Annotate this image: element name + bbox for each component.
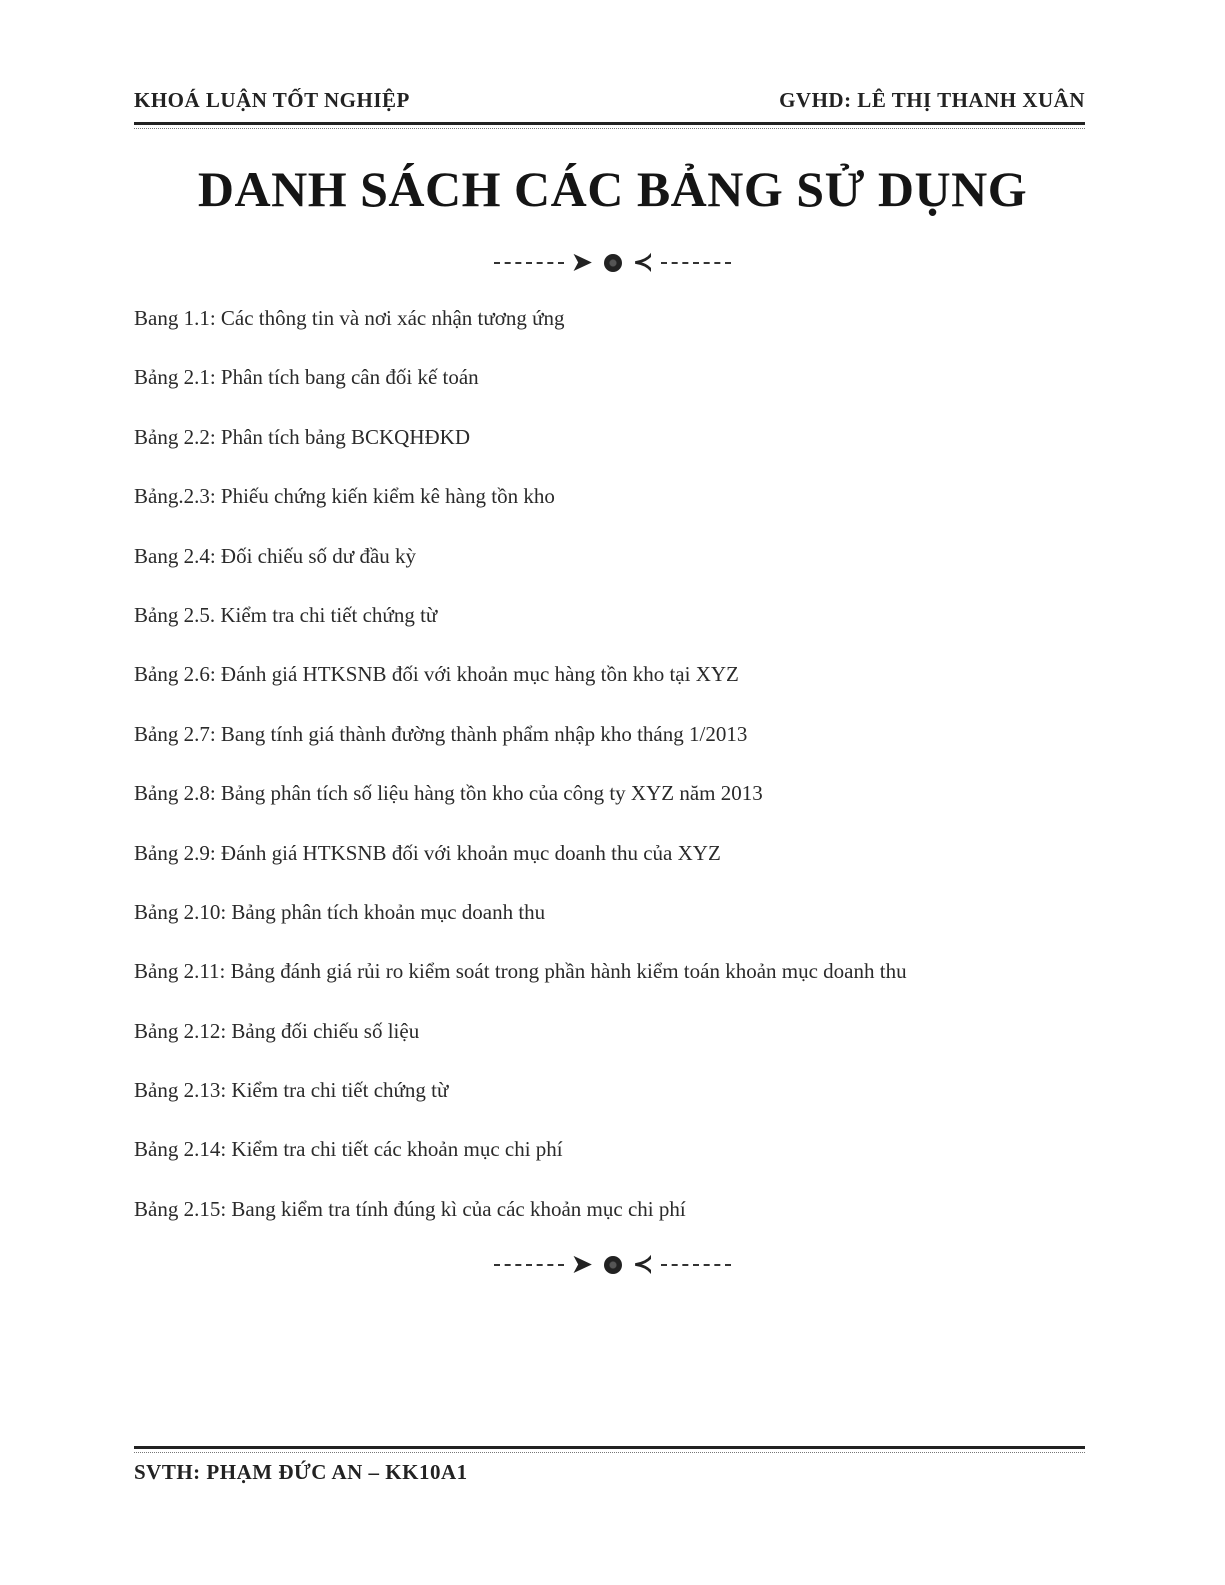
list-item: Bảng 2.14: Kiểm tra chi tiết các khoản mục chi phí: [134, 1137, 563, 1162]
footer-divider: [134, 1446, 1085, 1449]
list-item: Bảng 2.10: Bảng phân tích khoản mục doanh thu: [134, 899, 546, 924]
list-item: Bảng 2.7: Bang tính giá thành đường thành phẩm nhập kho tháng 1/2013: [134, 721, 748, 746]
header-advisor-label: GVHD: LÊ THỊ THANH XUÂN: [779, 88, 1085, 112]
ornament-divider-bottom: [0, 1250, 1225, 1280]
right-arrow-icon: ➤: [571, 250, 592, 277]
ornament-dash-right: [661, 262, 731, 264]
list-item: Bảng 2.2: Phân tích bảng BCKQHĐKD: [134, 424, 470, 449]
left-arrow-icon: ≺: [633, 250, 654, 277]
list-item: Bảng 2.11: Bảng đánh giá rủi ro kiểm soát trong phần hành kiểm toán khoản mục doanh thu: [134, 959, 907, 984]
list-item: Bảng 2.13: Kiểm tra chi tiết chứng từ: [134, 1078, 449, 1103]
list-item: Bảng 2.12: Bảng đối chiếu số liệu: [134, 1018, 420, 1043]
table-list: [134, 303, 1084, 1253]
list-item: Bảng 2.1: Phân tích bang cân đối kế toán: [134, 365, 479, 390]
header-thesis-label: KHOÁ LUẬN TỐT NGHIỆP: [134, 88, 410, 112]
circle-ornament-icon: [604, 1256, 622, 1274]
ornament-divider-top: [0, 248, 1225, 278]
header-divider: [134, 122, 1085, 125]
ornament-dash-right: [661, 1264, 731, 1266]
list-item: Bảng 2.15: Bang kiểm tra tính đúng kì của các khoản mục chi phí: [134, 1196, 686, 1221]
list-item: Bảng 2.6: Đánh giá HTKSNB đối với khoản mục hàng tồn kho tại XYZ: [134, 662, 739, 687]
page-footer-student: SVTH: PHẠM ĐỨC AN – KK10A1: [134, 1460, 468, 1484]
ornament-dash-left: [494, 1264, 564, 1266]
right-arrow-icon: ➤: [571, 1252, 592, 1279]
list-item: Bảng.2.3: Phiếu chứng kiến kiểm kê hàng tồn kho: [134, 484, 555, 509]
footer-divider-dotted: [134, 1452, 1085, 1453]
list-item: Bảng 2.9: Đánh giá HTKSNB đối với khoản mục doanh thu của XYZ: [134, 840, 721, 865]
page-title: DANH SÁCH CÁC BẢNG SỬ DỤNG: [197, 161, 1028, 217]
header-divider-dotted: [134, 128, 1085, 129]
page-header: [134, 88, 1085, 118]
circle-ornament-icon: [604, 254, 622, 272]
list-item: Bang 1.1: Các thông tin và nơi xác nhận tương ứng: [134, 306, 565, 330]
ornament-dash-left: [494, 262, 564, 264]
list-item: Bang 2.4: Đối chiếu số dư đầu kỳ: [134, 543, 417, 568]
list-item: Bảng 2.5. Kiểm tra chi tiết chứng từ: [134, 602, 438, 627]
list-item: Bảng 2.8: Bảng phân tích số liệu hàng tồn kho của công ty XYZ năm 2013: [134, 781, 763, 806]
left-arrow-icon: ≺: [633, 1252, 654, 1279]
